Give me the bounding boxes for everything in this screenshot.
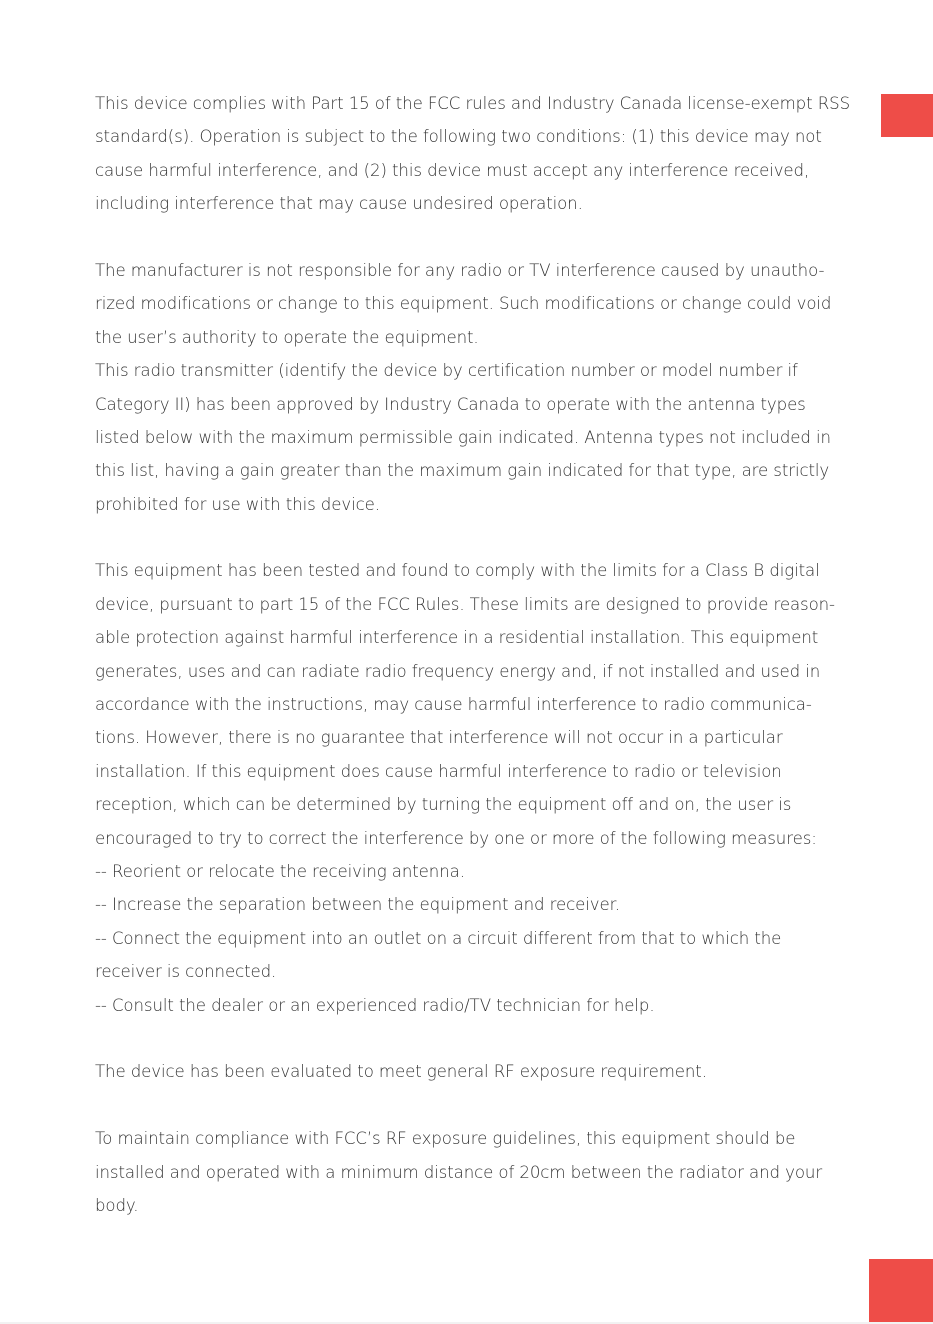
text-line: the user’s authority to operate the equipment. xyxy=(95,327,479,347)
text-line: To maintain compliance with FCC’s RF exposure guidelines, this equipment should be xyxy=(95,1129,796,1149)
text-line: The device has been evaluated to meet general RF exposure requirement. xyxy=(95,1062,707,1082)
text-line: device, pursuant to part 15 of the FCC Rules. These limits are designed to provide reason- xyxy=(95,594,835,614)
paragraph-fcc-part15-compliance xyxy=(95,87,850,221)
text-line: Category II) has been approved by Industry Canada to operate with the antenna types xyxy=(95,394,806,414)
text-line: body. xyxy=(95,1195,139,1215)
text-line: encouraged to try to correct the interference by one or more of the following measures: xyxy=(95,828,817,848)
text-line: cause harmful interference, and (2) this device must accept any interference received, xyxy=(95,160,810,180)
list-item: -- Consult the dealer or an experienced radio/TV technician for help. xyxy=(95,995,655,1015)
paragraph-manufacturer-disclaimer xyxy=(95,254,843,521)
text-line: This device complies with Part 15 of the FCC rules and Industry Canada license-exempt RSS xyxy=(95,94,850,113)
text-line: prohibited for use with this device. xyxy=(95,494,380,514)
list-item: -- Connect the equipment into an outlet on a circuit different from that to which the xyxy=(95,928,782,948)
text-line: accordance with the instructions, may cause harmful interference to radio communica- xyxy=(95,695,812,715)
list-item: -- Reorient or relocate the receiving antenna. xyxy=(95,861,465,881)
text-line: installation. If this equipment does cause harmful interference to radio or television xyxy=(95,761,782,781)
text-line: able protection against harmful interference in a residential installation. This equipment xyxy=(95,628,819,648)
paragraph-rf-exposure-distance xyxy=(95,1122,843,1222)
paragraph-spacer xyxy=(95,1022,843,1055)
text-line: tions. However, there is no guarantee that interference will not occur in a particular xyxy=(95,728,783,748)
text-line: generates, uses and can radiate radio frequency energy and, if not installed and used in xyxy=(95,661,821,681)
text-line: rized modifications or change to this equipment. Such modifications or change could void xyxy=(95,294,832,314)
page-corner-marker xyxy=(869,1259,933,1324)
list-item: -- Increase the separation between the equipment and receiver. xyxy=(95,895,620,915)
list-item: receiver is connected. xyxy=(95,962,277,982)
paragraph-rf-exposure-evaluation xyxy=(95,1055,843,1088)
text-line: The manufacturer is not responsible for any radio or TV interference caused by unautho- xyxy=(95,260,825,280)
paragraph-class-b-limits xyxy=(95,554,843,1021)
text-line: reception, which can be determined by turning the equipment off and on, the user is xyxy=(95,795,792,815)
text-line: listed below with the maximum permissible gain indicated. Antenna types not included in xyxy=(95,427,831,447)
paragraph-spacer xyxy=(95,1089,843,1122)
text-line: this list, having a gain greater than the maximum gain indicated for that type, are strictly xyxy=(95,461,830,481)
paragraph-spacer xyxy=(95,521,843,554)
text-line: standard(s). Operation is subject to the following two conditions: (1) this device may not xyxy=(95,127,822,147)
paragraph-spacer xyxy=(95,221,843,254)
text-line: including interference that may cause undesired operation. xyxy=(95,194,583,214)
compliance-text-body xyxy=(95,87,850,1222)
text-line: This equipment has been tested and found to comply with the limits for a Class B digital xyxy=(95,561,820,581)
text-line: This radio transmitter (identify the device by certification number or model number if xyxy=(95,361,798,381)
text-line: installed and operated with a minimum distance of 20cm between the radiator and your xyxy=(95,1162,823,1182)
section-tab-marker xyxy=(881,94,933,137)
